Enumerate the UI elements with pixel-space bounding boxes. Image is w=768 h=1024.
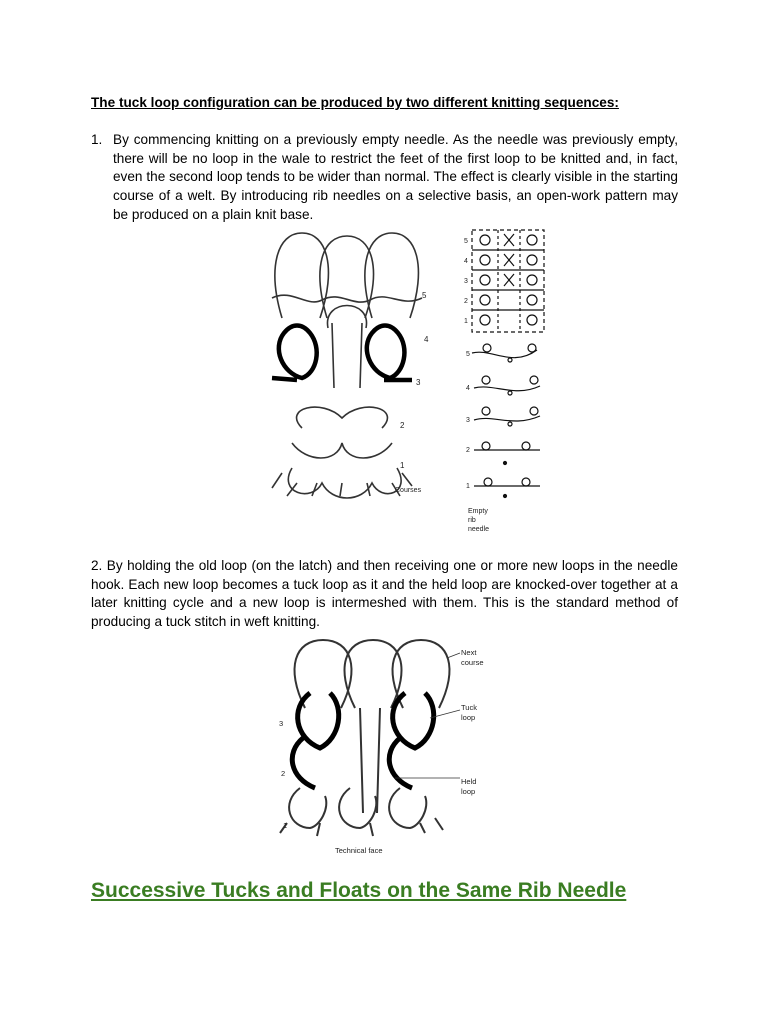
technical-face-label: Technical face <box>335 846 383 855</box>
needle-row-5: 5 <box>466 351 470 358</box>
notation-row-3: 3 <box>464 278 468 285</box>
tuck-stitch-figure <box>275 638 495 858</box>
needle-row-4: 4 <box>466 385 470 392</box>
tuck-loop-label-line-2: loop <box>461 713 476 722</box>
empty-needle-label-line-2: rib <box>468 517 476 524</box>
list-item-1-text: By commencing knitting on a previously empty needle. As the needle was previously empty, there will be no loop in the wale to restrict the feet of the first loop to be knitted and, in fact, even the second loop tends to be wider than normal. The effect is clearly visible in the starting course of a welt. By introducing rib needles on a selective basis, an open-work pattern may be produced on a plain knit base. <box>113 132 678 222</box>
held-loop-label-line-1: Held <box>461 777 477 786</box>
course-number-3: 3 <box>416 378 421 387</box>
notation-grid <box>472 230 544 332</box>
course-number-2: 2 <box>400 421 405 430</box>
course-number-1: 1 <box>400 461 405 470</box>
needle-row-2: 2 <box>466 447 470 454</box>
next-course-label-line-1: Next <box>461 648 477 657</box>
list-item-2: 2. By holding the old loop (on the latch) and then receiving one or more new loops in the needle hook. Each new loop becomes a tuck loop as it and the held loop are knocked-over together at a later knitting cycle and a new loop is intermeshed with them. This is the standard method of producing a tuck stitch in weft knitting. <box>91 558 678 630</box>
needle-row-3: 3 <box>466 417 470 424</box>
tuck-loop-figure <box>262 228 552 540</box>
tuck-loop-label-line-1: Tuck <box>461 703 477 712</box>
empty-needle-label-line-1: Empty <box>468 508 488 515</box>
course-number-5: 5 <box>422 291 427 300</box>
list-item-1 <box>91 131 678 225</box>
courses-label: Courses <box>395 487 422 494</box>
empty-needle-label-line-3: needle <box>468 526 490 533</box>
tuck-loop-diagram <box>262 228 552 540</box>
notation-row-5: 5 <box>464 238 468 245</box>
notation-row-2: 2 <box>464 298 468 305</box>
tuck-loop-right <box>367 326 405 379</box>
fig2-course-number-1: 1 <box>283 821 288 830</box>
list-item-1-number: 1. <box>91 132 103 147</box>
fig2-course-number-3: 3 <box>279 719 284 728</box>
next-course-label-line-2: course <box>461 658 484 667</box>
needle-row-1: 1 <box>466 483 470 490</box>
notation-row-1: 1 <box>464 318 468 325</box>
course-number-4: 4 <box>424 335 429 344</box>
section-title: Successive Tucks and Floats on the Same Rib Needle <box>91 879 627 902</box>
notation-row-4: 4 <box>464 258 468 265</box>
needle-notation <box>472 344 540 498</box>
tuck-stitch-diagram <box>275 638 495 858</box>
held-loop-label-line-2: loop <box>461 787 476 796</box>
fig2-course-number-2: 2 <box>281 769 286 778</box>
intro-heading: The tuck loop configuration can be produced by two different knitting sequences: <box>91 95 619 110</box>
tuck-loop-left <box>279 326 317 379</box>
